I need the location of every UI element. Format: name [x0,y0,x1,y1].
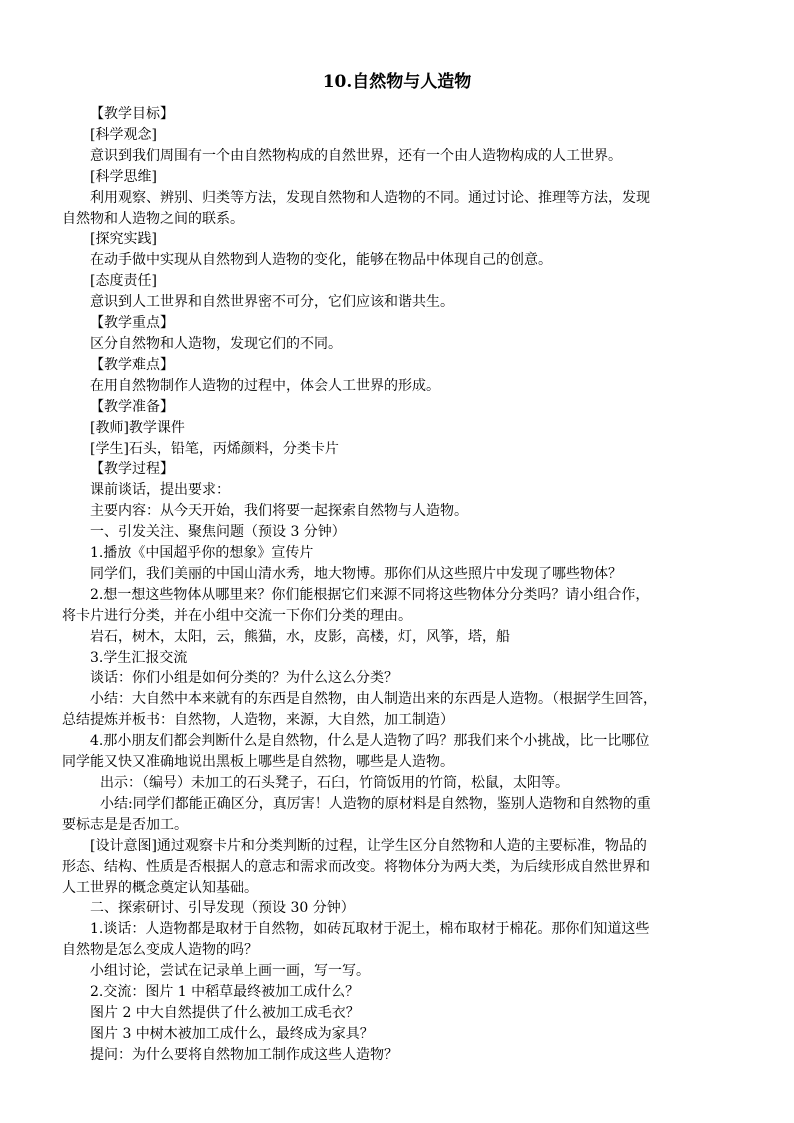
text-line-h-difficult: 【教学难点】 [90,356,174,373]
text-line-p-3: 3.学生汇报交流 [90,649,188,666]
text-line-p-1: 1.播放《中国超乎你的想象》宣传片 [90,545,314,562]
text-line-p-t1b: 自然物是怎么变成人造物的吗？ [62,942,258,959]
text-line-p-attitude: 意识到人工世界和自然世界密不可分，它们应该和谐共生。 [90,294,454,311]
text-line-p-t1a: 1.谈话：人造物都是取材于自然物，如砖瓦取材于泥土，棉布取材于棉花。那你们知道这些 [90,921,650,938]
text-line-sub-practice: [探究实践] [90,231,157,248]
text-line-p-d2: 形态、结构、性质是否根据人的意志和需求而改变。将物体分为两大类，为后续形成自然世界和 [62,858,650,875]
text-line-p-3a: 谈话：你们小组是如何分类的？为什么这么分类？ [90,670,398,687]
text-line-s-one: 一、引发关注、聚焦问题（预设 3 分钟） [90,524,346,541]
text-line-p-4c: 出示：（编号）未加工的石头凳子，石臼，竹筒饭用的竹筒，松鼠，太阳等。 [100,775,569,791]
text-line-sub-thinking: [科学思维] [90,168,157,185]
text-line-h-key: 【教学重点】 [90,315,174,332]
text-line-sub-attitude: [态度责任] [90,273,157,290]
text-line-p-thinking-1: 利用观察、辨别、归类等方法，发现自然物和人造物的不同。通过讨论、推理等方法，发现 [90,189,650,206]
text-line-p-d3: 人工世界的概念奠定认知基础。 [62,879,258,896]
text-line-p-concept: 意识到我们周围有一个由自然物构成的自然世界，还有一个由人造物构成的人工世界。 [90,147,622,164]
text-line-p-t2: 2.交流：图片 1 中稻草最终被加工成什么？ [90,984,360,1001]
text-line-p-t2a: 图片 2 中大自然提供了什么被加工成毛衣？ [90,1004,360,1021]
text-line-p-4b: 同学能又快又准确地说出黑板上哪些是自然物，哪些是人造物。 [62,754,454,771]
text-line-h-process: 【教学过程】 [90,461,174,478]
document-body [62,104,736,1066]
text-line-s-two: 二、探索研讨、引导发现（预设 30 分钟） [90,900,355,917]
text-line-sub-concept: [科学观念] [90,126,157,143]
text-line-p-2b: 将卡片进行分类，并在小组中交流一下你们分类的理由。 [62,607,412,624]
text-line-p-talk: 课前谈话，提出要求： [90,482,230,499]
text-line-p-prep-teacher: [教师]教学课件 [90,419,185,436]
text-line-p-t2b: 图片 3 中树木被加工成什么，最终成为家具？ [90,1025,374,1042]
text-line-p-4e: 要标志是是否加工。 [62,816,188,833]
text-line-p-prep-student: [学生]石头，铅笔，丙烯颜料，分类卡片 [90,440,339,457]
text-line-p-key: 区分自然物和人造物，发现它们的不同。 [90,335,342,352]
text-line-p-3c: 总结提炼并板书：自然物，人造物，来源，大自然，加工制造） [62,712,454,729]
text-line-p-difficult: 在用自然物制作人造物的过程中，体会人工世界的形成。 [90,377,440,394]
text-line-h-goal: 【教学目标】 [90,106,174,122]
text-line-p-thinking-2: 自然物和人造物之间的联系。 [62,210,244,227]
text-line-p-4d: 小结:同学们都能正确区分，真厉害！人造物的原材料是自然物，鉴别人造物和自然物的重 [100,795,651,812]
text-line-p-2a: 2.想一想这些物体从哪里来？你们能根据它们来源不同将这些物体分分类吗？请小组合作， [90,586,650,603]
text-line-p-4a: 4.那小朋友们都会判断什么是自然物，什么是人造物了吗？那我们来个小挑战，比一比哪位 [90,733,650,750]
text-line-p-2c: 岩石，树木，太阳，云，熊猫，水，皮影，高楼，灯，风筝，塔，船 [90,628,510,645]
text-line-h-prep: 【教学准备】 [90,398,174,415]
text-line-p-practice: 在动手做中实现从自然物到人造物的变化，能够在物品中体现自己的创意。 [90,252,552,269]
text-line-p-d1: [设计意图]通过观察卡片和分类判断的过程，让学生区分自然物和人造的主要标准，物品的 [90,837,647,854]
text-line-p-1a: 同学们，我们美丽的中国山清水秀，地大物博。那你们从这些照片中发现了哪些物体？ [90,565,622,582]
text-line-p-3b: 小结：大自然中本来就有的东西是自然物，由人制造出来的东西是人造物。（根据学生回答， [90,691,657,708]
text-line-p-t2c: 提问：为什么要将自然物加工制作成这些人造物？ [90,1046,398,1063]
document-title: 10.自然物与人造物 [322,72,472,92]
text-line-p-main: 主要内容：从今天开始，我们将要一起探索自然物与人造物。 [90,503,468,520]
text-line-p-t1c: 小组讨论，尝试在记录单上画一画，写一写。 [90,963,370,980]
